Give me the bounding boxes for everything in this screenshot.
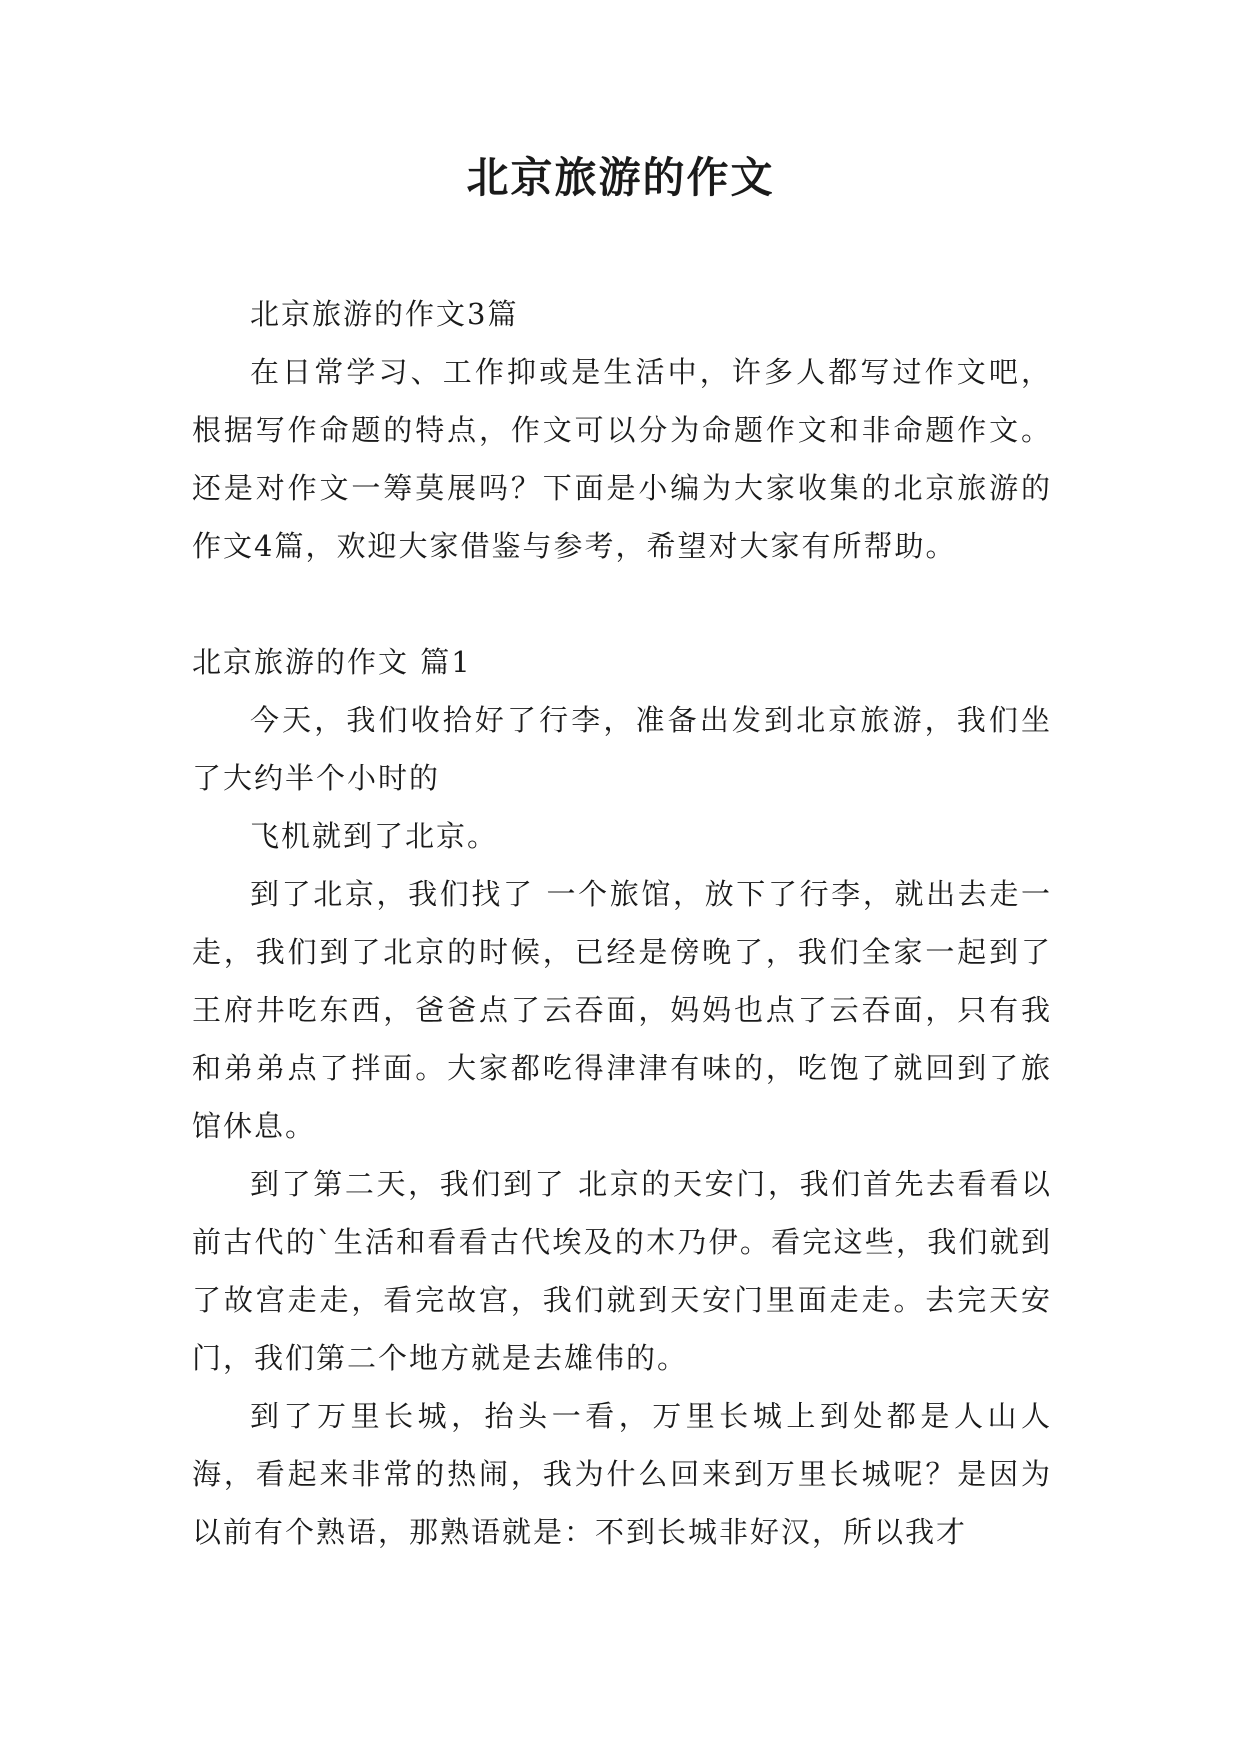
body-paragraph: 到了万里长城，抬头一看，万里长城上到处都是人山人海，看起来非常的热闹，我为什么回来到万里长城呢？是因为以前有个熟语，那熟语就是：不到长城非好汉，所以我才 (192, 1399, 1052, 1549)
section-heading: 北京旅游的作文 篇1 (192, 645, 472, 679)
body-paragraph: 今天，我们收拾好了行李，准备出发到北京旅游，我们坐了大约半个小时的 (192, 703, 1052, 795)
document-title: 北京旅游的作文 (466, 153, 775, 202)
body-paragraph: 飞机就到了北京。 (250, 819, 499, 853)
paragraph-spacer (192, 575, 1052, 633)
document-body (192, 285, 1052, 1561)
subtitle-paragraph: 北京旅游的作文3篇 (250, 297, 519, 331)
intro-paragraph: 在日常学习、工作抑或是生活中，许多人都写过作文吧，根据写作命题的特点，作文可以分为命题作文和非命题作文。还是对作文一筹莫展吗？下面是小编为大家收集的北京旅游的作文4篇，欢迎大家借鉴与参考，希望对大家有所帮助。 (192, 355, 1052, 563)
body-paragraph: 到了第二天，我们到了 北京的天安门，我们首先去看看以前古代的`生活和看看古代埃及的木乃伊。看完这些，我们就到了故宫走走，看完故宫，我们就到天安门里面走走。去完天安门，我们第二个地方就是去雄伟的。 (192, 1167, 1052, 1375)
body-paragraph: 到了北京，我们找了 一个旅馆，放下了行李，就出去走一走，我们到了北京的时候，已经是傍晚了，我们全家一起到了王府井吃东西，爸爸点了云吞面，妈妈也点了云吞面，只有我和弟弟点了拌面。大家都吃得津津有味的，吃饱了就回到了旅馆休息。 (192, 877, 1052, 1143)
